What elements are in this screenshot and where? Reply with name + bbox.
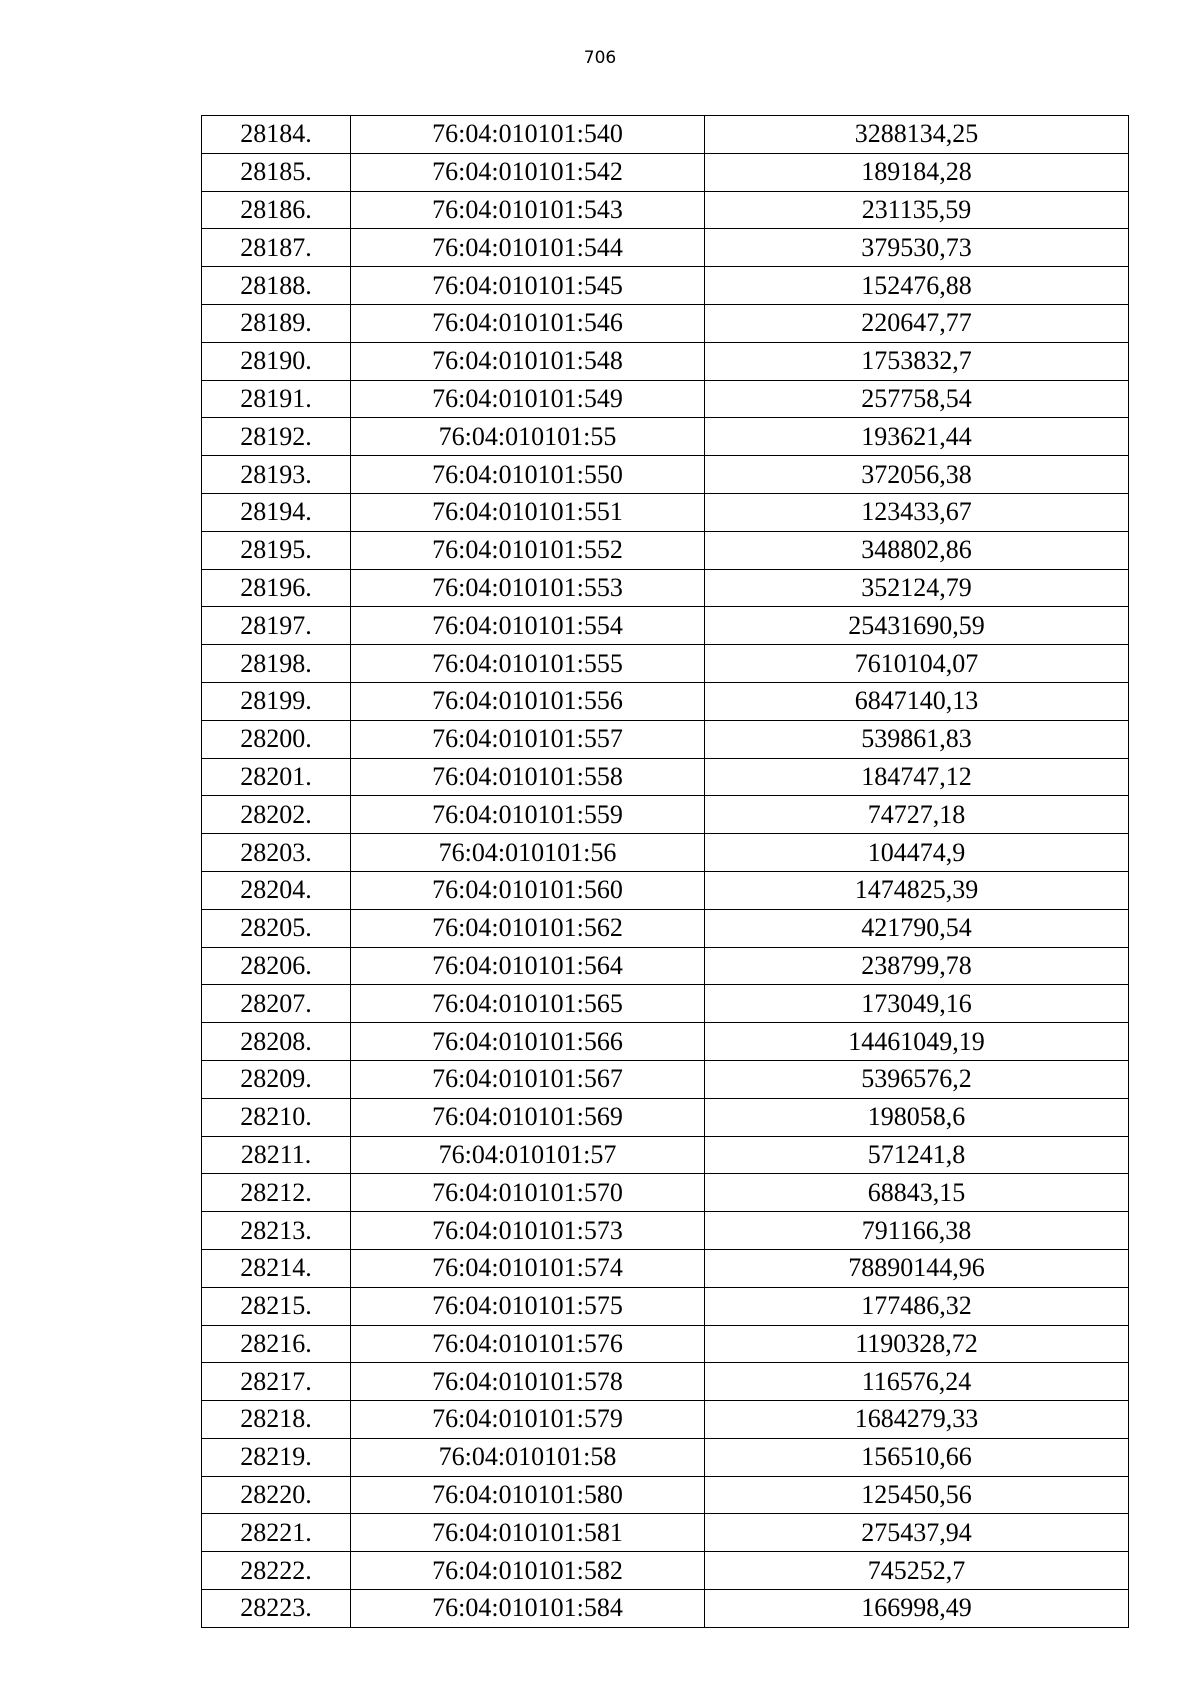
value-cell: 5396576,2 xyxy=(705,1060,1129,1098)
table-row xyxy=(202,1212,1129,1250)
row-number-cell: 28208. xyxy=(202,1023,351,1061)
row-number-cell: 28202. xyxy=(202,796,351,834)
table-row xyxy=(202,1438,1129,1476)
row-number-cell: 28197. xyxy=(202,607,351,645)
value-cell: 421790,54 xyxy=(705,909,1129,947)
table-row xyxy=(202,380,1129,418)
row-number-cell: 28200. xyxy=(202,720,351,758)
cadastral-number-cell: 76:04:010101:550 xyxy=(351,456,705,494)
value-cell: 791166,38 xyxy=(705,1212,1129,1250)
cadastral-number-cell: 76:04:010101:564 xyxy=(351,947,705,985)
value-cell: 1474825,39 xyxy=(705,871,1129,909)
value-cell: 166998,49 xyxy=(705,1590,1129,1628)
cadastral-number-cell: 76:04:010101:57 xyxy=(351,1136,705,1174)
cadastral-number-cell: 76:04:010101:562 xyxy=(351,909,705,947)
cadastral-number-cell: 76:04:010101:553 xyxy=(351,569,705,607)
table-row xyxy=(202,1401,1129,1439)
table-row xyxy=(202,947,1129,985)
table-row xyxy=(202,116,1129,154)
cadastral-number-cell: 76:04:010101:543 xyxy=(351,191,705,229)
table-row xyxy=(202,569,1129,607)
table-row xyxy=(202,229,1129,267)
table-row xyxy=(202,531,1129,569)
value-cell: 231135,59 xyxy=(705,191,1129,229)
cadastral-number-cell: 76:04:010101:549 xyxy=(351,380,705,418)
cadastral-number-cell: 76:04:010101:581 xyxy=(351,1514,705,1552)
row-number-cell: 28194. xyxy=(202,493,351,531)
row-number-cell: 28196. xyxy=(202,569,351,607)
cadastral-number-cell: 76:04:010101:554 xyxy=(351,607,705,645)
row-number-cell: 28207. xyxy=(202,985,351,1023)
table-row xyxy=(202,1476,1129,1514)
value-cell: 3288134,25 xyxy=(705,116,1129,154)
cadastral-number-cell: 76:04:010101:556 xyxy=(351,682,705,720)
row-number-cell: 28192. xyxy=(202,418,351,456)
cadastral-number-cell: 76:04:010101:580 xyxy=(351,1476,705,1514)
row-number-cell: 28218. xyxy=(202,1401,351,1439)
cadastral-number-cell: 76:04:010101:566 xyxy=(351,1023,705,1061)
table-row xyxy=(202,267,1129,305)
table-row xyxy=(202,456,1129,494)
cadastral-number-cell: 76:04:010101:542 xyxy=(351,153,705,191)
table-row xyxy=(202,1060,1129,1098)
row-number-cell: 28188. xyxy=(202,267,351,305)
cadastral-number-cell: 76:04:010101:551 xyxy=(351,493,705,531)
cadastral-number-cell: 76:04:010101:579 xyxy=(351,1401,705,1439)
value-cell: 152476,88 xyxy=(705,267,1129,305)
table-row xyxy=(202,607,1129,645)
row-number-cell: 28223. xyxy=(202,1590,351,1628)
value-cell: 1753832,7 xyxy=(705,342,1129,380)
row-number-cell: 28217. xyxy=(202,1363,351,1401)
row-number-cell: 28210. xyxy=(202,1098,351,1136)
table-row xyxy=(202,1590,1129,1628)
row-number-cell: 28195. xyxy=(202,531,351,569)
row-number-cell: 28222. xyxy=(202,1552,351,1590)
row-number-cell: 28187. xyxy=(202,229,351,267)
cadastral-number-cell: 76:04:010101:56 xyxy=(351,834,705,872)
row-number-cell: 28216. xyxy=(202,1325,351,1363)
value-cell: 257758,54 xyxy=(705,380,1129,418)
cadastral-number-cell: 76:04:010101:558 xyxy=(351,758,705,796)
cadastral-number-cell: 76:04:010101:552 xyxy=(351,531,705,569)
value-cell: 539861,83 xyxy=(705,720,1129,758)
table-row xyxy=(202,1514,1129,1552)
value-cell: 123433,67 xyxy=(705,493,1129,531)
value-cell: 177486,32 xyxy=(705,1287,1129,1325)
table-row xyxy=(202,153,1129,191)
value-cell: 352124,79 xyxy=(705,569,1129,607)
value-cell: 104474,9 xyxy=(705,834,1129,872)
table-row xyxy=(202,342,1129,380)
value-cell: 78890144,96 xyxy=(705,1249,1129,1287)
cadastral-number-cell: 76:04:010101:555 xyxy=(351,645,705,683)
value-cell: 372056,38 xyxy=(705,456,1129,494)
row-number-cell: 28221. xyxy=(202,1514,351,1552)
table-row xyxy=(202,796,1129,834)
row-number-cell: 28199. xyxy=(202,682,351,720)
value-cell: 1684279,33 xyxy=(705,1401,1129,1439)
table-row xyxy=(202,191,1129,229)
table-row xyxy=(202,1174,1129,1212)
row-number-cell: 28220. xyxy=(202,1476,351,1514)
row-number-cell: 28201. xyxy=(202,758,351,796)
row-number-cell: 28205. xyxy=(202,909,351,947)
row-number-cell: 28212. xyxy=(202,1174,351,1212)
cadastral-number-cell: 76:04:010101:575 xyxy=(351,1287,705,1325)
cadastral-number-cell: 76:04:010101:570 xyxy=(351,1174,705,1212)
value-cell: 7610104,07 xyxy=(705,645,1129,683)
cadastral-number-cell: 76:04:010101:576 xyxy=(351,1325,705,1363)
row-number-cell: 28198. xyxy=(202,645,351,683)
row-number-cell: 28213. xyxy=(202,1212,351,1250)
row-number-cell: 28204. xyxy=(202,871,351,909)
cadastral-value-table xyxy=(201,115,1129,1628)
table-row xyxy=(202,985,1129,1023)
value-cell: 14461049,19 xyxy=(705,1023,1129,1061)
value-cell: 25431690,59 xyxy=(705,607,1129,645)
cadastral-number-cell: 76:04:010101:557 xyxy=(351,720,705,758)
row-number-cell: 28209. xyxy=(202,1060,351,1098)
table-row xyxy=(202,304,1129,342)
table-row xyxy=(202,720,1129,758)
table-row xyxy=(202,1325,1129,1363)
table-row xyxy=(202,1098,1129,1136)
table-row xyxy=(202,1287,1129,1325)
cadastral-number-cell: 76:04:010101:573 xyxy=(351,1212,705,1250)
value-cell: 125450,56 xyxy=(705,1476,1129,1514)
cadastral-number-cell: 76:04:010101:565 xyxy=(351,985,705,1023)
row-number-cell: 28191. xyxy=(202,380,351,418)
cadastral-number-cell: 76:04:010101:545 xyxy=(351,267,705,305)
table-row xyxy=(202,1552,1129,1590)
cadastral-number-cell: 76:04:010101:559 xyxy=(351,796,705,834)
cadastral-number-cell: 76:04:010101:582 xyxy=(351,1552,705,1590)
table-row xyxy=(202,1023,1129,1061)
value-cell: 68843,15 xyxy=(705,1174,1129,1212)
cadastral-number-cell: 76:04:010101:548 xyxy=(351,342,705,380)
row-number-cell: 28185. xyxy=(202,153,351,191)
cadastral-number-cell: 76:04:010101:578 xyxy=(351,1363,705,1401)
cadastral-number-cell: 76:04:010101:560 xyxy=(351,871,705,909)
table-row xyxy=(202,1136,1129,1174)
cadastral-number-cell: 76:04:010101:55 xyxy=(351,418,705,456)
value-cell: 184747,12 xyxy=(705,758,1129,796)
table-row xyxy=(202,834,1129,872)
table-body xyxy=(202,116,1129,1628)
row-number-cell: 28206. xyxy=(202,947,351,985)
cadastral-number-cell: 76:04:010101:540 xyxy=(351,116,705,154)
value-cell: 193621,44 xyxy=(705,418,1129,456)
table-row xyxy=(202,418,1129,456)
table-row xyxy=(202,871,1129,909)
row-number-cell: 28184. xyxy=(202,116,351,154)
row-number-cell: 28189. xyxy=(202,304,351,342)
table-row xyxy=(202,1363,1129,1401)
value-cell: 238799,78 xyxy=(705,947,1129,985)
row-number-cell: 28186. xyxy=(202,191,351,229)
value-cell: 189184,28 xyxy=(705,153,1129,191)
table-row xyxy=(202,1249,1129,1287)
value-cell: 116576,24 xyxy=(705,1363,1129,1401)
cadastral-number-cell: 76:04:010101:574 xyxy=(351,1249,705,1287)
row-number-cell: 28215. xyxy=(202,1287,351,1325)
row-number-cell: 28190. xyxy=(202,342,351,380)
value-cell: 1190328,72 xyxy=(705,1325,1129,1363)
row-number-cell: 28219. xyxy=(202,1438,351,1476)
row-number-cell: 28211. xyxy=(202,1136,351,1174)
value-cell: 571241,8 xyxy=(705,1136,1129,1174)
cadastral-number-cell: 76:04:010101:567 xyxy=(351,1060,705,1098)
value-cell: 379530,73 xyxy=(705,229,1129,267)
value-cell: 156510,66 xyxy=(705,1438,1129,1476)
value-cell: 173049,16 xyxy=(705,985,1129,1023)
table-row xyxy=(202,493,1129,531)
value-cell: 348802,86 xyxy=(705,531,1129,569)
value-cell: 74727,18 xyxy=(705,796,1129,834)
cadastral-number-cell: 76:04:010101:544 xyxy=(351,229,705,267)
table-row xyxy=(202,909,1129,947)
row-number-cell: 28214. xyxy=(202,1249,351,1287)
value-cell: 745252,7 xyxy=(705,1552,1129,1590)
value-cell: 6847140,13 xyxy=(705,682,1129,720)
table-row xyxy=(202,645,1129,683)
table-row xyxy=(202,758,1129,796)
cadastral-number-cell: 76:04:010101:58 xyxy=(351,1438,705,1476)
value-cell: 198058,6 xyxy=(705,1098,1129,1136)
table-row xyxy=(202,682,1129,720)
cadastral-number-cell: 76:04:010101:584 xyxy=(351,1590,705,1628)
row-number-cell: 28193. xyxy=(202,456,351,494)
cadastral-number-cell: 76:04:010101:569 xyxy=(351,1098,705,1136)
cadastral-number-cell: 76:04:010101:546 xyxy=(351,304,705,342)
value-cell: 220647,77 xyxy=(705,304,1129,342)
value-cell: 275437,94 xyxy=(705,1514,1129,1552)
row-number-cell: 28203. xyxy=(202,834,351,872)
page-number: 706 xyxy=(583,48,617,68)
